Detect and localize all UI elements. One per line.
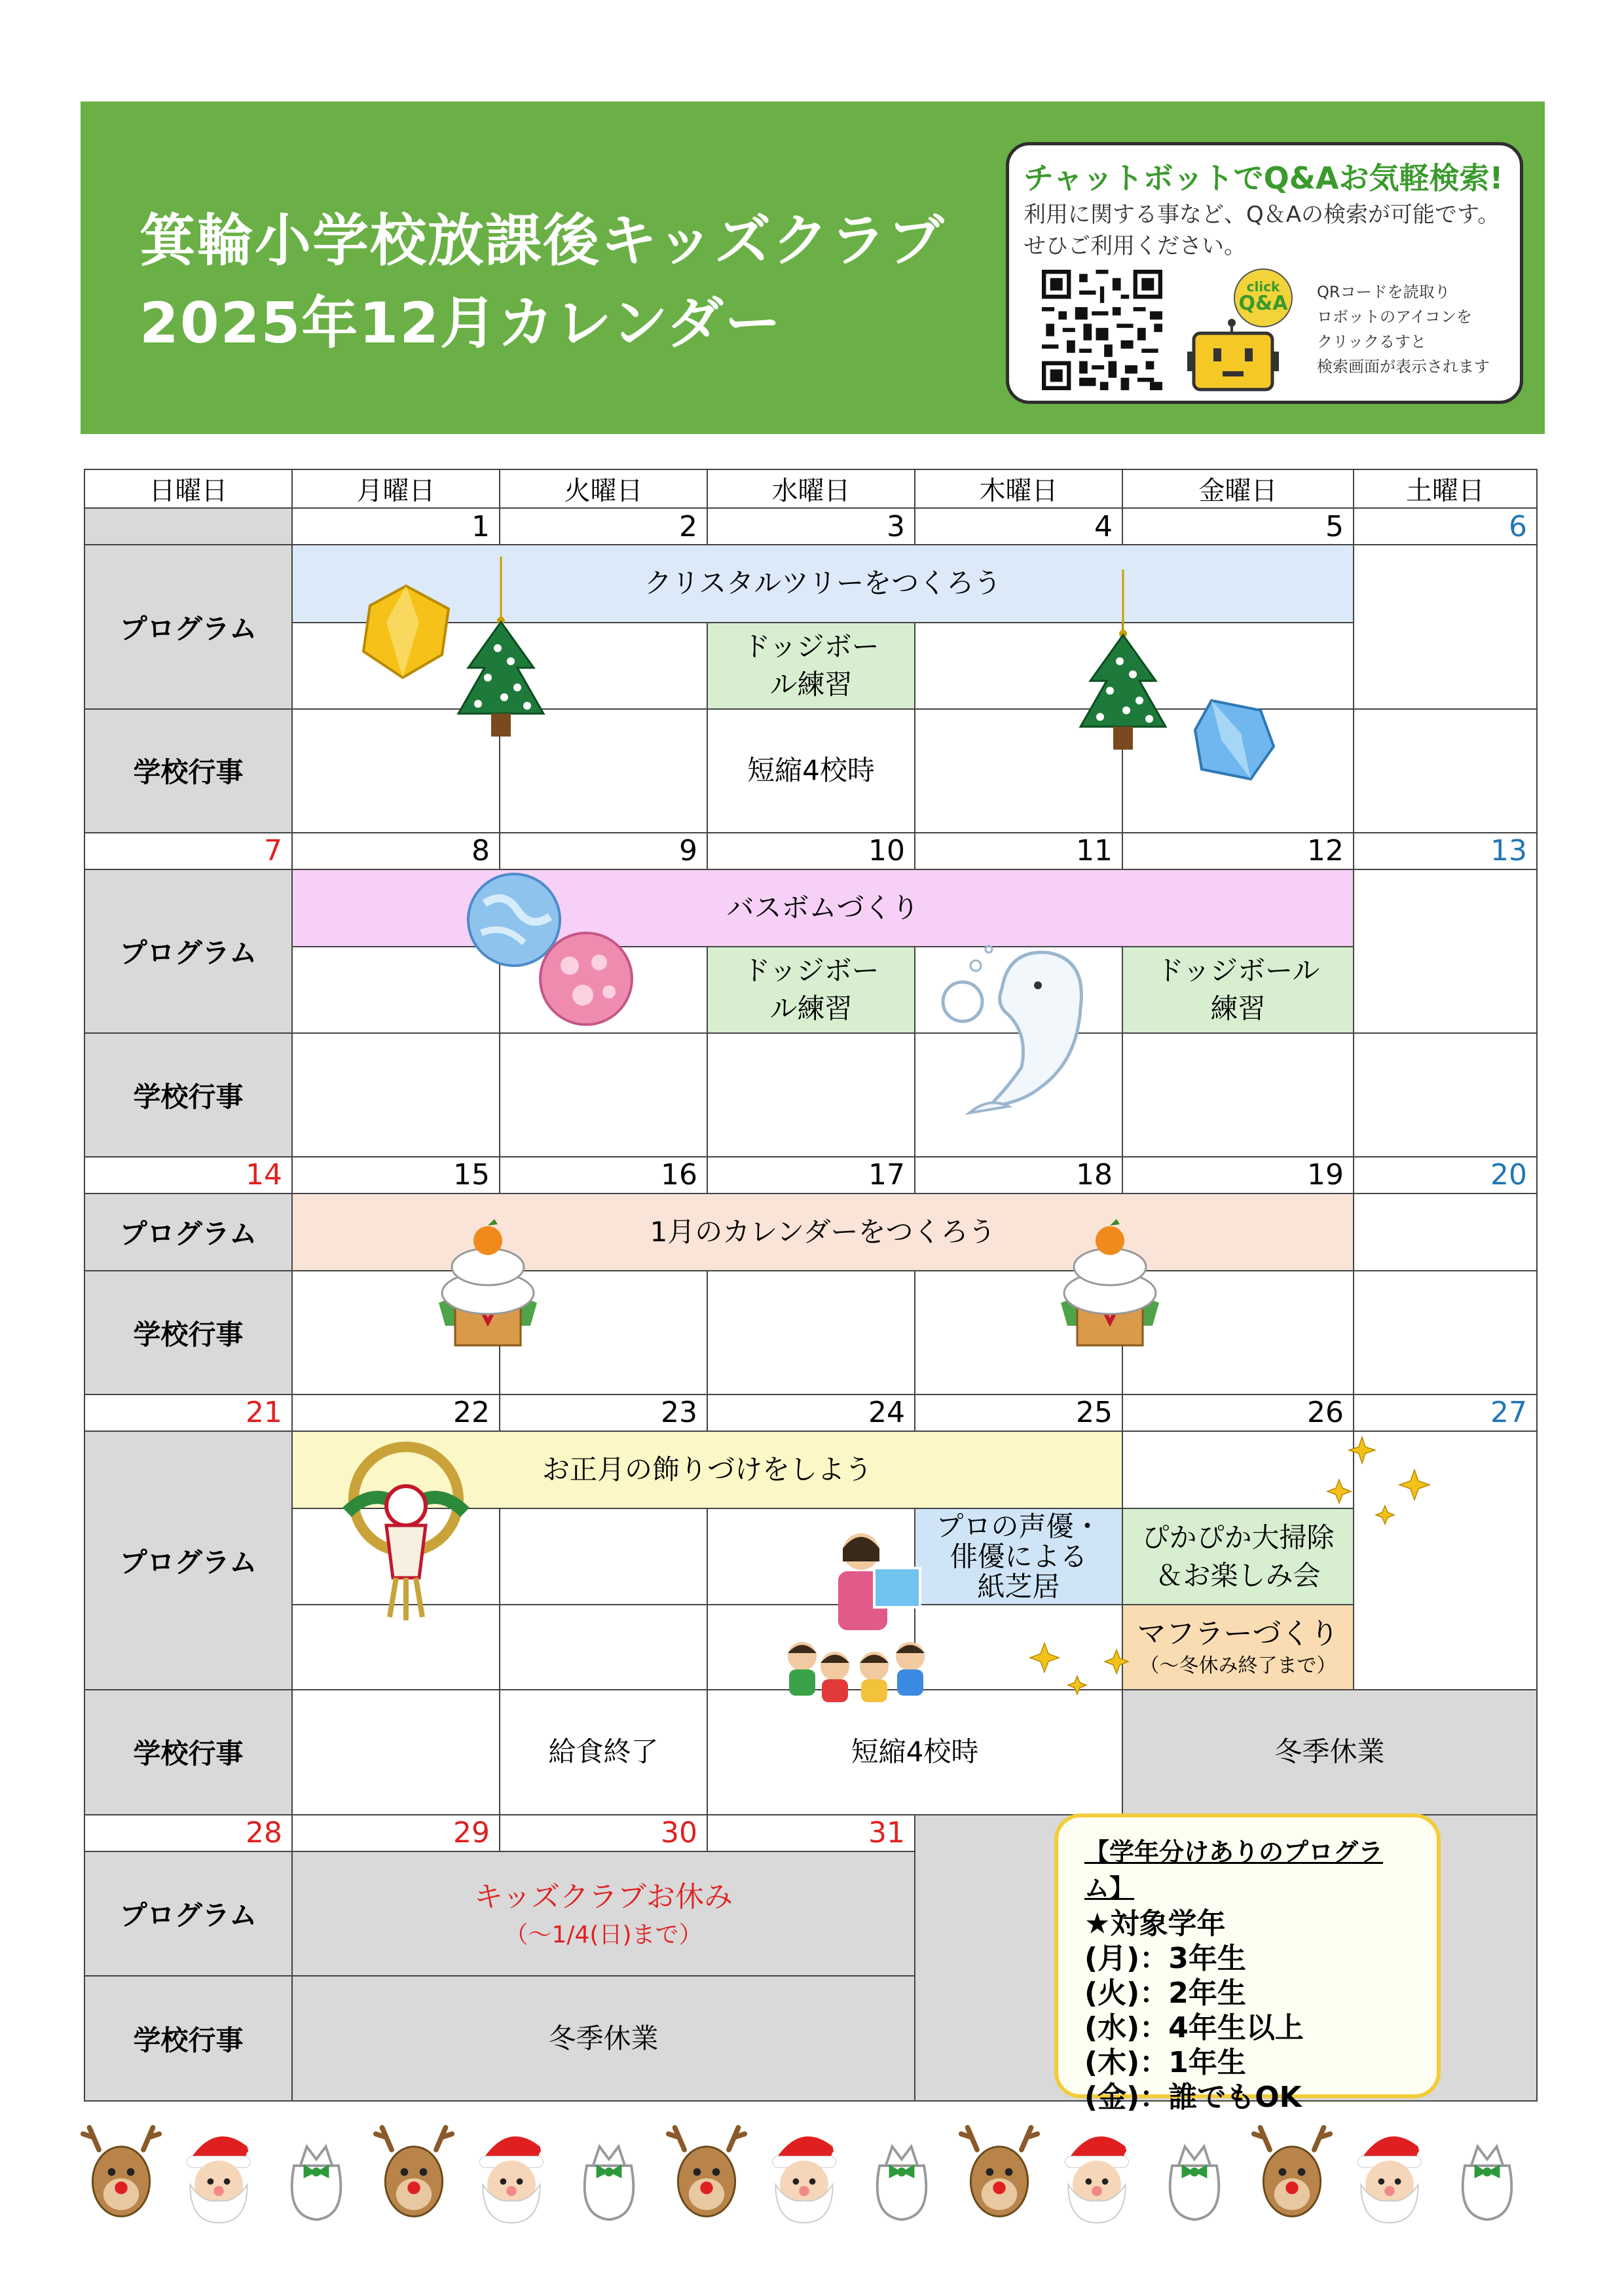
empty-cell	[707, 1271, 915, 1394]
robot-icon[interactable]	[1186, 266, 1310, 394]
info-line: (木)：1年生	[1084, 2046, 1246, 2079]
date-cell: 19	[1122, 1157, 1354, 1194]
date-cell-sunday: 21	[84, 1394, 292, 1431]
date-cell: 18	[915, 1157, 1122, 1194]
date-cell-saturday: 6	[1354, 508, 1537, 545]
week1-program-row-a	[84, 545, 1537, 622]
footer-decoration	[79, 2121, 1545, 2226]
date-cell: 5	[1122, 508, 1354, 545]
kagami-mochi-icon	[1054, 1211, 1166, 1349]
date-cell: 10	[707, 833, 915, 869]
empty-cell	[1354, 869, 1537, 1034]
svg-text:click: click	[1246, 279, 1280, 295]
gift-bag-icon	[566, 2121, 652, 2226]
winter-break: 冬季休業	[1122, 1690, 1537, 1815]
empty-cell	[500, 1508, 707, 1604]
gift-bag-icon	[1152, 2121, 1237, 2226]
christmas-tree-icon	[452, 556, 550, 746]
qa-desc-line-1: QRコードを読取り	[1317, 283, 1450, 301]
school-event: 短縮4校時	[707, 1690, 1122, 1815]
cleaning-line-1: ぴかぴか大掃除	[1141, 1521, 1335, 1554]
empty-cell	[1122, 1033, 1354, 1157]
date-cell: 22	[292, 1394, 500, 1431]
empty-cell	[292, 1033, 500, 1157]
date-cell-saturday: 13	[1354, 833, 1537, 869]
sparkle-icon	[1323, 1434, 1434, 1532]
gift-bag-icon	[274, 2121, 359, 2226]
gift-bag-icon	[859, 2121, 944, 2226]
qr-code-icon[interactable]	[1042, 270, 1162, 390]
weekday-sun: 日曜日	[84, 469, 292, 508]
winter-break: 冬季休業	[292, 1976, 915, 2101]
date-cell: 16	[500, 1157, 707, 1194]
week1-school-row	[84, 709, 1537, 833]
sparkle-icon	[1025, 1630, 1136, 1702]
week2-school-row	[84, 1033, 1537, 1157]
program-label: プログラム	[84, 869, 292, 1034]
week4-program-row-a	[84, 1431, 1537, 1508]
weekday-thu: 木曜日	[915, 469, 1122, 508]
date-cell: 3	[707, 508, 915, 545]
info-line: (月)：3年生	[1084, 1942, 1246, 1975]
date-cell: 30	[500, 1815, 707, 1851]
shimekazari-icon	[334, 1440, 478, 1624]
chatbot-qa-box	[1006, 142, 1523, 404]
date-cell: 31	[707, 1815, 915, 1851]
qa-desc-line-3: クリックるすと	[1317, 333, 1427, 351]
qa-sub-line-2: せひご利用ください。	[1024, 233, 1246, 259]
week3-school-row	[84, 1271, 1537, 1394]
reindeer-icon	[371, 2121, 456, 2226]
info-line: (金)：誰でもOK	[1084, 2081, 1302, 2114]
beluga-icon	[930, 930, 1113, 1120]
week1-program-row-b	[84, 623, 1537, 709]
svg-text:Q&A: Q&A	[1238, 292, 1288, 315]
santa-icon	[762, 2121, 847, 2226]
kamishibai-line-3: 紙芝居	[977, 1570, 1060, 1603]
club-closed-title: キッズクラブお休み	[473, 1880, 733, 1914]
qa-desc-line-2: ロボットのアイコンを	[1317, 308, 1472, 326]
program-banner: 1月のカレンダーをつくろう	[292, 1194, 1354, 1271]
gift-bag-icon	[1445, 2121, 1530, 2226]
date-cell: 1	[292, 508, 500, 545]
program-label: プログラム	[84, 1194, 292, 1271]
qa-heading: チャットボットでQ&Aお気軽検索!	[1024, 160, 1504, 196]
santa-icon	[469, 2121, 554, 2226]
dodgeball-practice: ドッジボール練習	[707, 947, 915, 1033]
date-cell-sunday: 14	[84, 1157, 292, 1194]
info-line: (火)：2年生	[1084, 1977, 1246, 2010]
reindeer-icon	[1249, 2121, 1335, 2226]
title-line-1: 箕輪小学校放課後キッズクラブ	[139, 208, 946, 274]
weekday-wed: 水曜日	[707, 469, 915, 508]
santa-icon	[1347, 2121, 1432, 2226]
program-banner: バスボムづくり	[292, 869, 1354, 947]
date-cell-sunday: 28	[84, 1815, 292, 1851]
program-label: プログラム	[84, 545, 292, 709]
kagami-mochi-icon	[432, 1211, 544, 1349]
date-cell	[84, 508, 292, 545]
school-label: 学校行事	[84, 1690, 292, 1815]
empty-cell	[292, 1690, 500, 1815]
club-closed	[292, 1851, 915, 1977]
weekday-sat: 土曜日	[1354, 469, 1537, 508]
school-label: 学校行事	[84, 1271, 292, 1394]
header-banner	[81, 101, 1545, 434]
empty-cell	[500, 1605, 707, 1690]
weekday-tue: 火曜日	[500, 469, 707, 508]
date-cell: 24	[707, 1394, 915, 1431]
santa-icon	[1054, 2121, 1139, 2226]
qa-subtext	[1024, 199, 1500, 262]
weekday-fri: 金曜日	[1122, 469, 1354, 508]
crystal-icon	[1189, 694, 1280, 786]
santa-icon	[176, 2121, 261, 2226]
cleaning-line-2: ＆お楽しみ会	[1155, 1559, 1321, 1592]
date-cell: 17	[707, 1157, 915, 1194]
school-event: 給食終了	[500, 1690, 707, 1815]
program-banner: お正月の飾りづけをしよう	[292, 1431, 1122, 1508]
empty-cell	[500, 1033, 707, 1157]
weekday-header-row	[84, 469, 1537, 508]
qa-sub-line-1: 利用に関する事など、Q＆Aの検索が可能です。	[1024, 202, 1500, 228]
week2-program-row-b	[84, 947, 1537, 1033]
muffler-making-event	[1122, 1605, 1354, 1690]
program-label: プログラム	[84, 1431, 292, 1690]
info-title: 【学年分けありのプログラム】	[1084, 1838, 1384, 1903]
weekday-mon: 月曜日	[292, 469, 500, 508]
date-cell: 12	[1122, 833, 1354, 869]
date-cell-sunday: 7	[84, 833, 292, 869]
qa-desc-line-4: 検索画面が表示されます	[1317, 357, 1490, 376]
empty-cell	[1354, 1033, 1537, 1157]
week3-program-row	[84, 1194, 1537, 1271]
reindeer-icon	[79, 2121, 164, 2226]
date-cell: 23	[500, 1394, 707, 1431]
muffler-subtitle: （～冬休み終了まで）	[1139, 1654, 1337, 1677]
week3-dates	[84, 1157, 1537, 1194]
kamishibai-line-1: プロの声優・	[936, 1510, 1101, 1542]
christmas-tree-icon	[1074, 570, 1172, 759]
empty-cell	[1122, 1431, 1354, 1508]
school-event: 短縮4校時	[707, 709, 915, 833]
cleaning-party-event	[1122, 1508, 1354, 1604]
date-cell: 4	[915, 508, 1122, 545]
program-label: プログラム	[84, 1851, 292, 1977]
date-cell: 29	[292, 1815, 500, 1851]
week2-dates	[84, 833, 1537, 869]
school-label: 学校行事	[84, 709, 292, 833]
date-cell: 25	[915, 1394, 1122, 1431]
date-cell: 26	[1122, 1394, 1354, 1431]
kamishibai-line-2: 俳優による	[950, 1540, 1088, 1573]
qa-description	[1317, 280, 1490, 379]
date-cell: 8	[292, 833, 500, 869]
title-line-2: 2025年12月カレンダー	[139, 291, 783, 356]
club-closed-until: （～1/4(日)まで）	[504, 1921, 703, 1948]
info-line: (水)：4年生以上	[1084, 2011, 1304, 2045]
empty-cell	[1354, 1271, 1537, 1394]
grade-program-info	[1054, 1813, 1441, 2114]
school-label: 学校行事	[84, 1033, 292, 1157]
date-cell: 15	[292, 1157, 500, 1194]
date-cell-saturday: 20	[1354, 1157, 1537, 1194]
date-cell: 9	[500, 833, 707, 869]
dodgeball-practice: ドッジボール練習	[1122, 947, 1354, 1033]
bath-bomb-icon	[537, 930, 635, 1028]
reindeer-icon	[664, 2121, 749, 2226]
week1-dates	[84, 508, 1537, 545]
empty-cell	[707, 1033, 915, 1157]
muffler-title: マフラーづくり	[1137, 1616, 1339, 1650]
storyteller-icon	[776, 1525, 953, 1702]
reindeer-icon	[957, 2121, 1042, 2226]
week4-dates	[84, 1394, 1537, 1431]
crystal-icon	[357, 583, 455, 681]
info-line: ★対象学年	[1084, 1907, 1226, 1941]
week2-program-row-a	[84, 869, 1537, 947]
week4-school-row	[84, 1690, 1537, 1815]
empty-cell	[1354, 545, 1537, 709]
empty-cell	[1354, 1194, 1537, 1271]
empty-cell	[1354, 709, 1537, 833]
program-banner: クリスタルツリーをつくろう	[292, 545, 1354, 622]
date-cell: 11	[915, 833, 1122, 869]
dodgeball-practice: ドッジボール練習	[707, 623, 915, 709]
date-cell: 2	[500, 508, 707, 545]
page-title	[139, 200, 945, 365]
date-cell-saturday: 27	[1354, 1394, 1537, 1431]
school-label: 学校行事	[84, 1976, 292, 2101]
